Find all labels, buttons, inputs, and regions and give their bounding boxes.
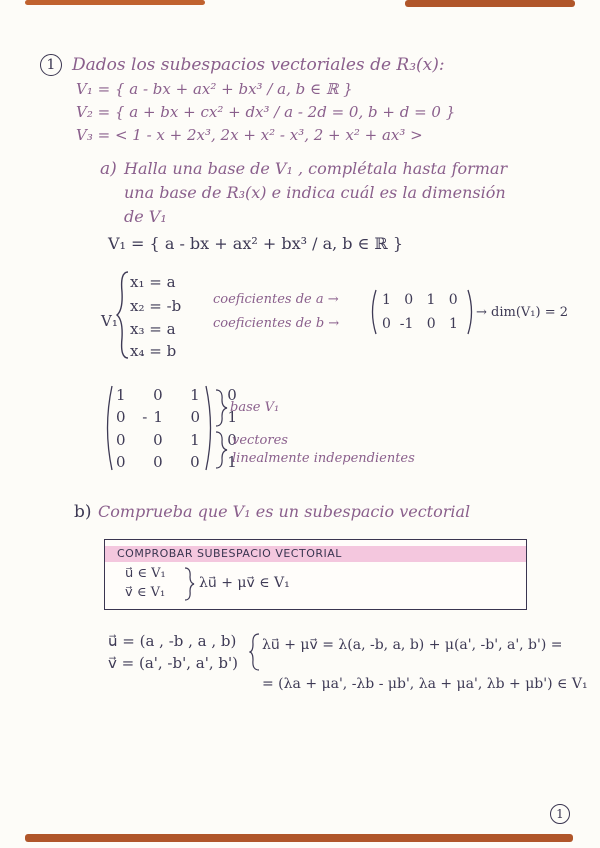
coef-a-values: 1 0 1 0 bbox=[382, 292, 458, 308]
system-eq-3: x₃ = a bbox=[130, 320, 176, 338]
top-tape-right bbox=[405, 0, 575, 7]
system-label: V₁ bbox=[101, 312, 118, 330]
calc-line-1: λu⃗ + μv⃗ = λ(a, -b, a, b) + μ(a', -b', a', b') = bbox=[262, 637, 563, 653]
system-eq-2: x₂ = -b bbox=[130, 297, 182, 315]
bottom-tape bbox=[25, 834, 573, 842]
part-b-label: b) bbox=[74, 502, 92, 522]
box-result: λu⃗ + μv⃗ ∈ V₁ bbox=[199, 575, 290, 591]
matrix-row-4: 0 0 0 1 bbox=[116, 453, 243, 471]
v-definition: v⃗ = (a', -b', a', b') bbox=[108, 654, 238, 672]
definition-box-title: COMPROBAR SUBESPACIO VECTORIAL bbox=[105, 546, 526, 562]
base-brace bbox=[214, 388, 228, 428]
page-number: 1 bbox=[550, 804, 570, 824]
matrix-row-3: 0 0 1 0 bbox=[116, 431, 243, 449]
v1-repeat: V₁ = { a - bx + ax² + bx³ / a, b ∈ ℝ } bbox=[108, 234, 404, 253]
indep-line1: vectores bbox=[232, 433, 288, 448]
definition-box bbox=[104, 539, 527, 610]
box-brace bbox=[183, 566, 195, 602]
box-u-condition: u⃗ ∈ V₁ bbox=[125, 566, 166, 581]
matrix-row-2: 0 -1 0 1 bbox=[116, 408, 244, 426]
coef-a-label: coeficientes de a → bbox=[213, 292, 339, 307]
u-definition: u⃗ = (a , -b , a , b) bbox=[108, 632, 237, 650]
coef-b-label: coeficientes de b → bbox=[213, 316, 340, 331]
matrix-row-1: 1 0 1 0 bbox=[116, 386, 243, 404]
part-a-line3: de V₁ bbox=[124, 207, 167, 226]
indep-brace bbox=[214, 430, 228, 470]
dimension-result: → dim(V₁) = 2 bbox=[476, 305, 569, 320]
system-eq-1: x₁ = a bbox=[130, 273, 176, 291]
exercise-number: 1 bbox=[40, 54, 62, 76]
system-brace bbox=[116, 270, 130, 360]
box-v-condition: v⃗ ∈ V₁ bbox=[125, 585, 166, 600]
calc-brace bbox=[249, 632, 261, 672]
part-a-line1: Halla una base de V₁ , complétala hasta formar bbox=[124, 159, 508, 178]
v3-definition: V₃ = < 1 - x + 2x³, 2x + x² - x³, 2 + x² + ax³ > bbox=[76, 126, 423, 144]
part-b-text: Comprueba que V₁ es un subespacio vectorial bbox=[98, 502, 471, 521]
system-eq-4: x₄ = b bbox=[130, 342, 177, 360]
coef-b-values: 0 -1 0 1 bbox=[382, 316, 458, 332]
part-a-line2: una base de R₃(x) e indica cuál es la dimensión bbox=[124, 183, 506, 202]
top-tape-left bbox=[25, 0, 205, 5]
indep-line2: linealmente independientes bbox=[232, 451, 415, 466]
v2-definition: V₂ = { a + bx + cx² + dx³ / a - 2d = 0, b + d = 0 } bbox=[76, 103, 456, 121]
v1-definition: V₁ = { a - bx + ax² + bx³ / a, b ∈ ℝ } bbox=[76, 80, 353, 98]
intro-text: Dados los subespacios vectoriales de R₃(x): bbox=[72, 55, 445, 75]
base-label: base V₁ bbox=[230, 400, 280, 415]
calc-line-2: = (λa + μa', -λb - μb', λa + μa', λb + μb') ∈ V₁ bbox=[262, 676, 588, 692]
part-a-label: a) bbox=[100, 159, 117, 179]
